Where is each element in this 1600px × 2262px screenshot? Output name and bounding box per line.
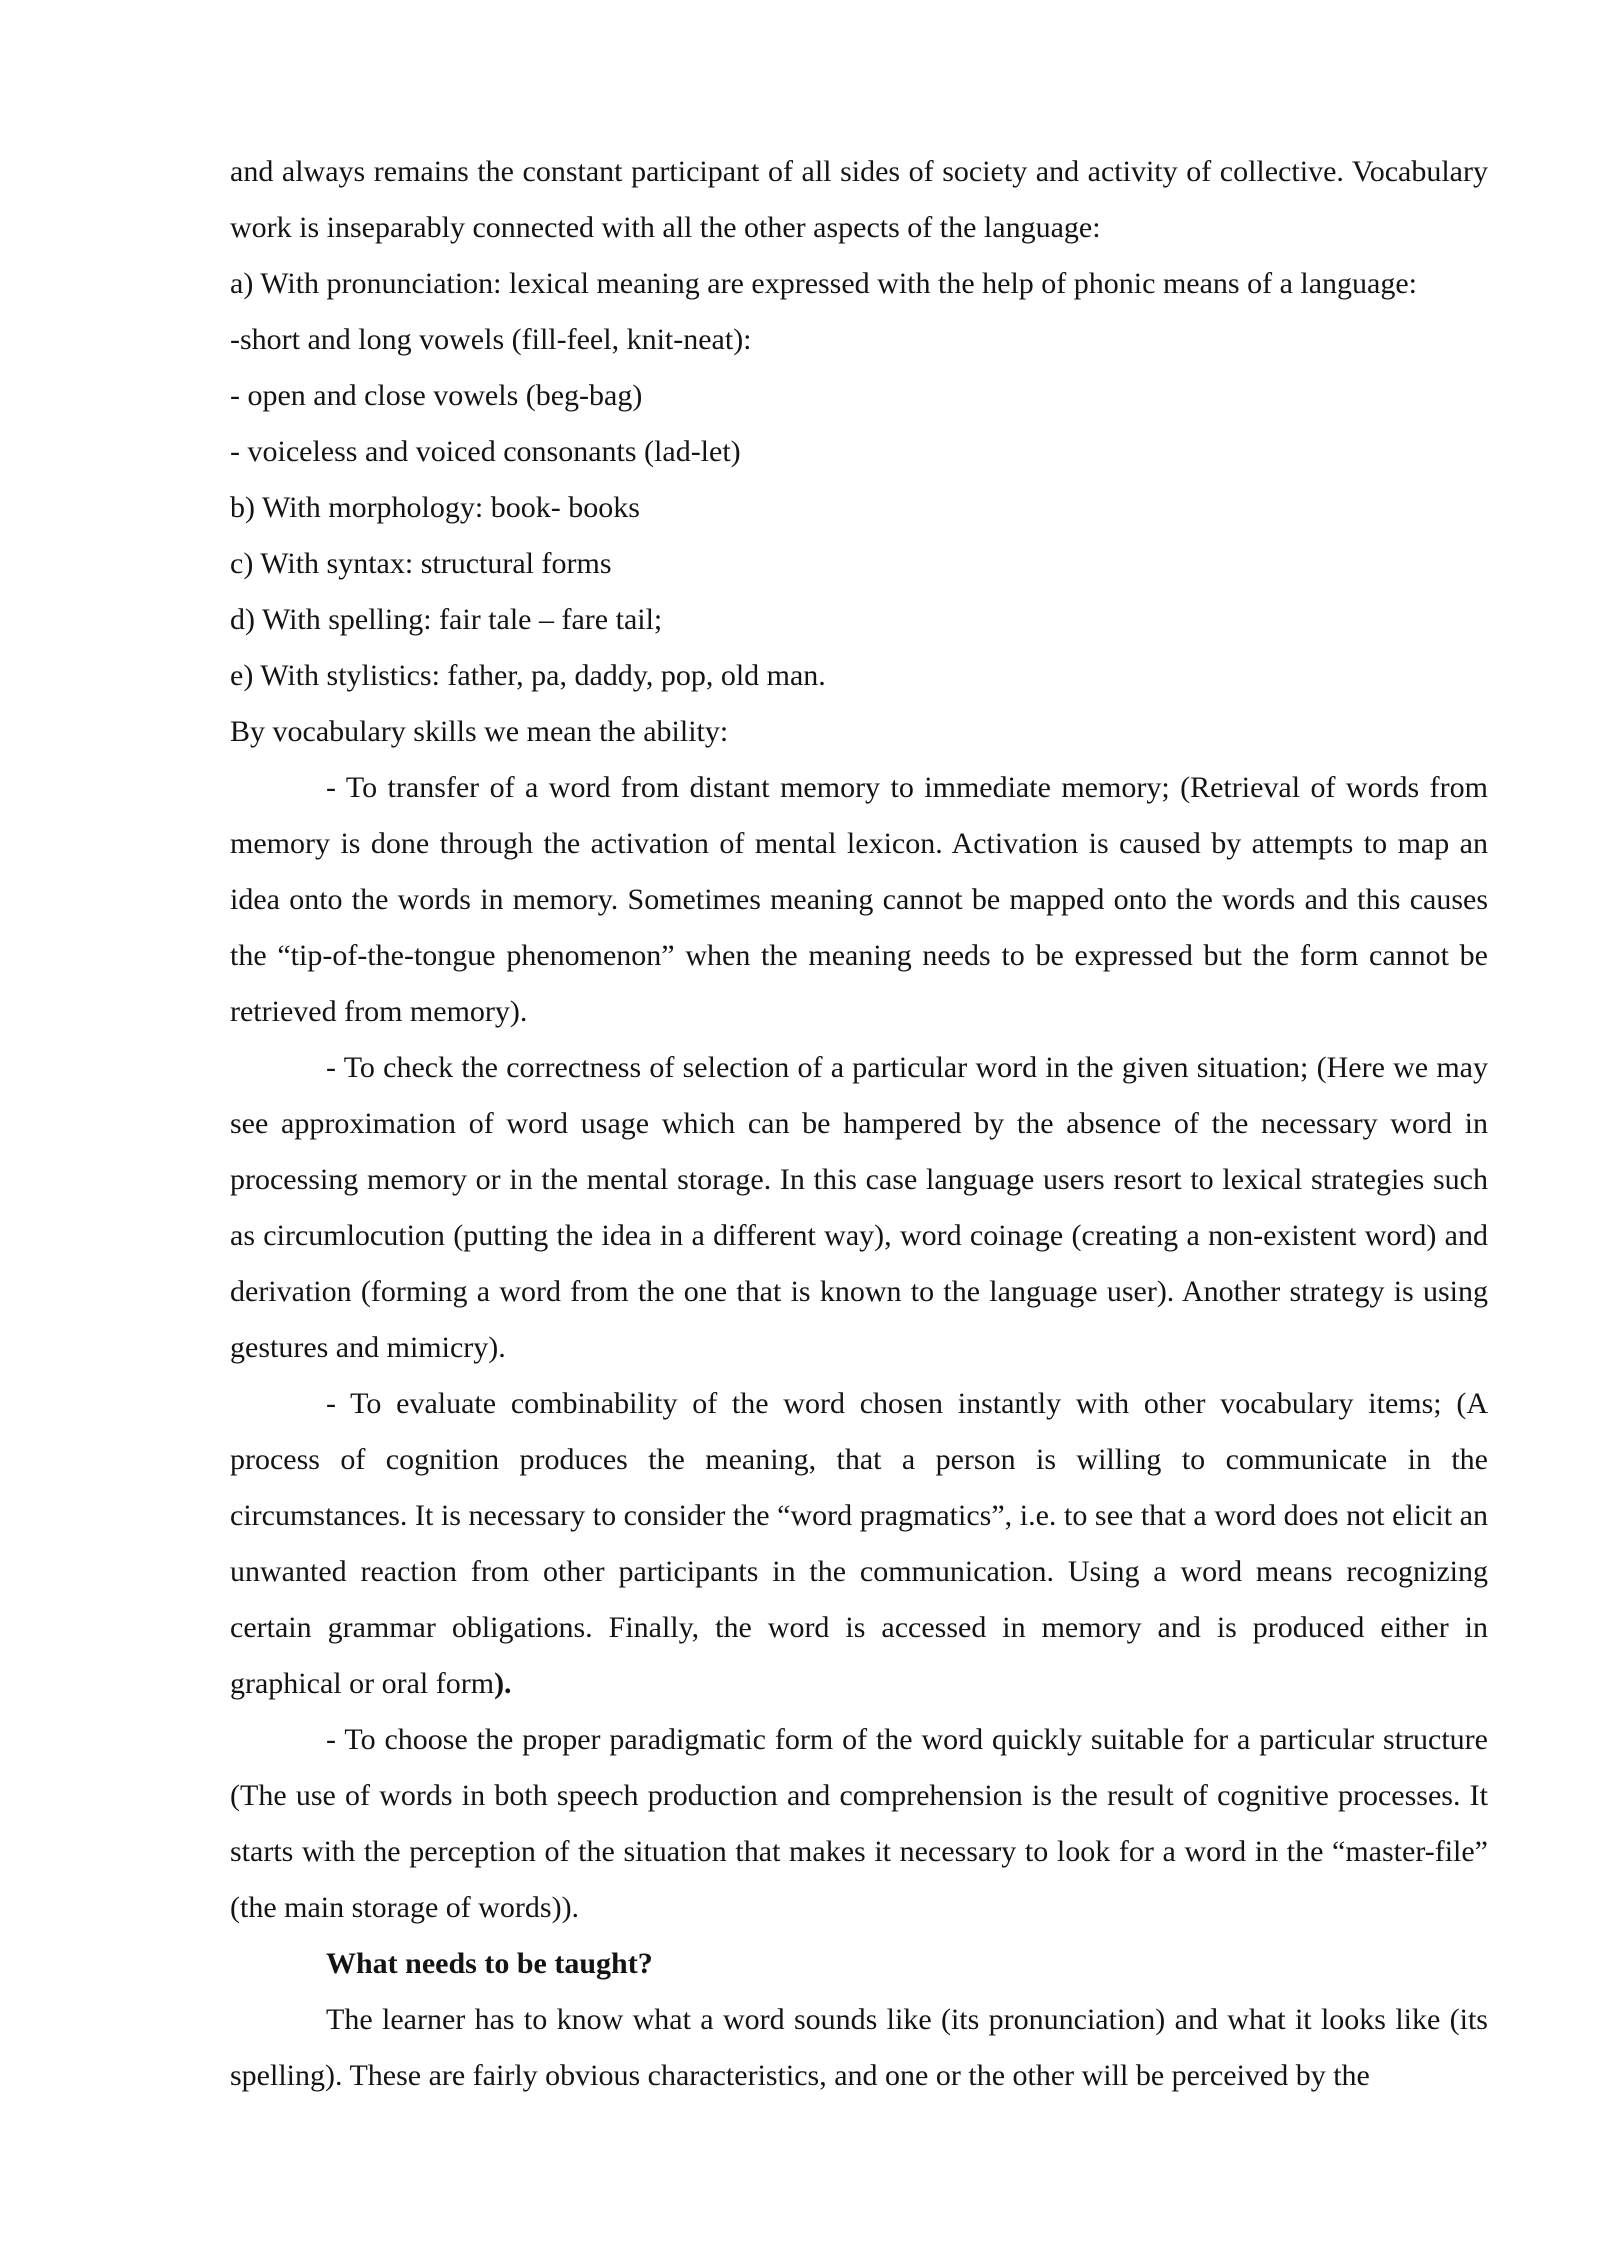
closing-paragraph: The learner has to know what a word sounds like (its pronunciation) and what it looks like (its spelling). These are fairly obvious characteristics, and one or the other will be perceived by the: [230, 2003, 1488, 2092]
aspect-pronunciation: a) With pronunciation: lexical meaning are expressed with the help of phonic means of a language:: [230, 267, 1418, 300]
aspect-vowels-open-close: - open and close vowels (beg-bag): [230, 379, 643, 412]
aspect-morphology: b) With morphology: book- books: [230, 491, 640, 524]
skill-evaluate-text: - To evaluate combinability of the word chosen instantly with other vocabulary items; (A process of cognition produces the meaning, that a person is willing to communicate in the circumstances. It is necessary to consider the “word pragmatics”, i.e. to see that a word does not elicit an unwanted reaction from other participants in the communication. Using a word means recognizing certain grammar obligations. Finally, the word is accessed in memory and is produced either in graphical or oral form: [230, 1387, 1488, 1700]
document-page: [230, 144, 1488, 2104]
aspect-syntax: c) With syntax: structural forms: [230, 547, 612, 580]
skill-evaluate-close: ).: [494, 1667, 512, 1700]
skill-evaluate-paragraph: [230, 1376, 1488, 1712]
skill-transfer-paragraph: - To transfer of a word from distant memory to immediate memory; (Retrieval of words from memory is done through the activation of mental lexicon. Activation is caused by attempts to map an idea onto the words in memory. Sometimes meaning cannot be mapped onto the words and this causes the “tip-of-the-tongue phenomenon” when the meaning needs to be expressed but the form cannot be retrieved from memory).: [230, 771, 1488, 1028]
skill-check-paragraph: - To check the correctness of selection of a particular word in the given situation; (Here we may see approximation of word usage which can be hampered by the absence of the necessary word in processing memory or in the mental storage. In this case language users resort to lexical strategies such as circumlocution (putting the idea in a different way), word coinage (creating a non-existent word) and derivation (forming a word from the one that is known to the language user). Another strategy is using gestures and mimicry).: [230, 1051, 1488, 1364]
skills-intro: By vocabulary skills we mean the ability:: [230, 715, 729, 748]
aspect-vowels-length: -short and long vowels (fill-feel, knit-neat):: [230, 323, 752, 356]
section-heading: What needs to be taught?: [326, 1947, 653, 1980]
intro-paragraph: and always remains the constant participant of all sides of society and activity of collective. Vocabulary work is inseparably connected with all the other aspects of the language:: [230, 155, 1488, 244]
skill-choose-paragraph: - To choose the proper paradigmatic form of the word quickly suitable for a particular structure (The use of words in both speech production and comprehension is the result of cognitive processes. It starts with the perception of the situation that makes it necessary to look for a word in the “master-file” (the main storage of words)).: [230, 1723, 1488, 1924]
aspect-consonants: - voiceless and voiced consonants (lad-let): [230, 435, 741, 468]
aspect-stylistics: e) With stylistics: father, pa, daddy, pop, old man.: [230, 659, 826, 692]
aspect-spelling: d) With spelling: fair tale – fare tail;: [230, 603, 663, 636]
